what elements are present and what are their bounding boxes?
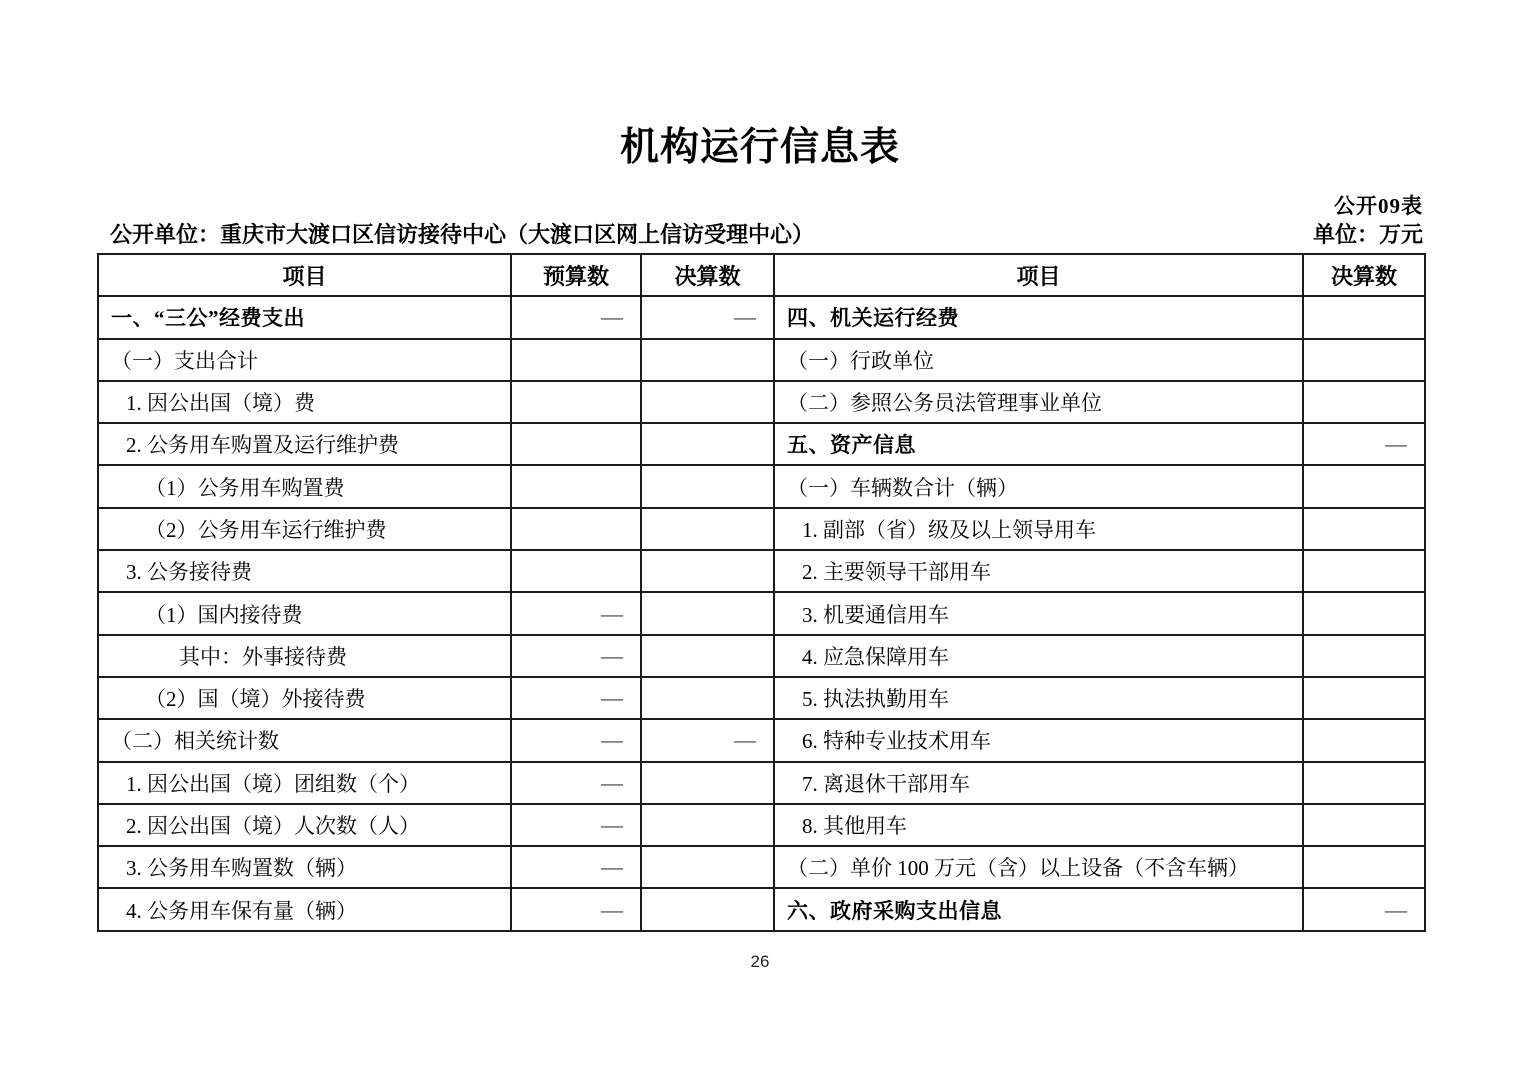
right-item-label: 3. 机要通信用车 xyxy=(774,592,1303,634)
left-final-value xyxy=(641,677,774,719)
table-row xyxy=(98,423,1425,465)
left-item-label: 3. 公务用车购置数（辆） xyxy=(98,846,511,888)
right-final-value xyxy=(1303,465,1425,507)
right-item-label: （一）行政单位 xyxy=(774,339,1303,381)
right-item-label: 五、资产信息 xyxy=(774,423,1303,465)
unit-of-measure-label: 单位：万元 xyxy=(1312,222,1423,247)
left-budget-value: — xyxy=(511,719,641,761)
left-item-label: 2. 因公出国（境）人次数（人） xyxy=(98,804,511,846)
left-budget-value xyxy=(511,423,641,465)
left-final-value xyxy=(641,762,774,804)
table-row xyxy=(98,592,1425,634)
left-budget-value: — xyxy=(511,296,641,338)
left-item-label: 2. 公务用车购置及运行维护费 xyxy=(98,423,511,465)
left-item-label: 4. 公务用车保有量（辆） xyxy=(98,888,511,930)
left-item-label: （1）公务用车购置费 xyxy=(98,465,511,507)
header-item-left: 项目 xyxy=(98,254,511,296)
left-budget-value: — xyxy=(511,635,641,677)
left-final-value xyxy=(641,592,774,634)
right-final-value: — xyxy=(1303,423,1425,465)
left-item-label: 1. 因公出国（境）团组数（个） xyxy=(98,762,511,804)
left-budget-value xyxy=(511,381,641,423)
left-budget-value xyxy=(511,550,641,592)
left-final-value xyxy=(641,381,774,423)
table-row xyxy=(98,381,1425,423)
left-budget-value: — xyxy=(511,762,641,804)
left-item-label: （2）公务用车运行维护费 xyxy=(98,508,511,550)
right-final-value xyxy=(1303,804,1425,846)
left-budget-value: — xyxy=(511,592,641,634)
right-final-value xyxy=(1303,592,1425,634)
left-item-label: （2）国（境）外接待费 xyxy=(98,677,511,719)
left-item-label: 3. 公务接待费 xyxy=(98,550,511,592)
left-budget-value xyxy=(511,508,641,550)
left-budget-value: — xyxy=(511,804,641,846)
left-final-value: — xyxy=(641,719,774,761)
left-budget-value: — xyxy=(511,677,641,719)
right-final-value: — xyxy=(1303,888,1425,930)
table-row xyxy=(98,677,1425,719)
table-row xyxy=(98,762,1425,804)
table-code-label: 公开09表 xyxy=(1334,194,1423,218)
left-final-value xyxy=(641,465,774,507)
left-budget-value xyxy=(511,465,641,507)
right-final-value xyxy=(1303,339,1425,381)
left-final-value xyxy=(641,804,774,846)
table-row xyxy=(98,550,1425,592)
header-budget-left: 预算数 xyxy=(511,254,641,296)
left-item-label: 一、“三公”经费支出 xyxy=(98,296,511,338)
right-final-value xyxy=(1303,381,1425,423)
right-final-value xyxy=(1303,677,1425,719)
left-budget-value xyxy=(511,339,641,381)
header-final-left: 决算数 xyxy=(641,254,774,296)
left-final-value xyxy=(641,339,774,381)
left-budget-value: — xyxy=(511,888,641,930)
table-row xyxy=(98,339,1425,381)
right-item-label: 四、机关运行经费 xyxy=(774,296,1303,338)
page-title: 机构运行信息表 xyxy=(619,126,900,169)
table-row xyxy=(98,846,1425,888)
header-item-right: 项目 xyxy=(774,254,1303,296)
table-row xyxy=(98,508,1425,550)
right-item-label: 7. 离退休干部用车 xyxy=(774,762,1303,804)
header-final-right: 决算数 xyxy=(1303,254,1425,296)
right-item-label: 2. 主要领导干部用车 xyxy=(774,550,1303,592)
publish-unit-label: 公开单位：重庆市大渡口区信访接待中心（大渡口区网上信访受理中心） xyxy=(110,222,815,247)
left-final-value xyxy=(641,550,774,592)
left-final-value xyxy=(641,508,774,550)
right-final-value xyxy=(1303,296,1425,338)
right-final-value xyxy=(1303,719,1425,761)
left-item-label: （1）国内接待费 xyxy=(98,592,511,634)
left-budget-value: — xyxy=(511,846,641,888)
right-item-label: 6. 特种专业技术用车 xyxy=(774,719,1303,761)
right-final-value xyxy=(1303,550,1425,592)
right-item-label: 5. 执法执勤用车 xyxy=(774,677,1303,719)
left-final-value: — xyxy=(641,296,774,338)
left-final-value xyxy=(641,888,774,930)
right-item-label: （一）车辆数合计（辆） xyxy=(774,465,1303,507)
right-final-value xyxy=(1303,762,1425,804)
right-item-label: 4. 应急保障用车 xyxy=(774,635,1303,677)
left-final-value xyxy=(641,635,774,677)
right-final-value xyxy=(1303,508,1425,550)
left-item-label: （二）相关统计数 xyxy=(98,719,511,761)
left-item-label: 1. 因公出国（境）费 xyxy=(98,381,511,423)
left-item-label: 其中：外事接待费 xyxy=(98,635,511,677)
table-row xyxy=(98,804,1425,846)
right-item-label: 1. 副部（省）级及以上领导用车 xyxy=(774,508,1303,550)
table-row xyxy=(98,635,1425,677)
page-number: 26 xyxy=(750,952,770,971)
table-header-row xyxy=(98,254,1425,296)
right-item-label: 六、政府采购支出信息 xyxy=(774,888,1303,930)
right-item-label: （二）参照公务员法管理事业单位 xyxy=(774,381,1303,423)
meta-row xyxy=(110,218,1423,249)
left-item-label: （一）支出合计 xyxy=(98,339,511,381)
table-row xyxy=(98,465,1425,507)
right-item-label: 8. 其他用车 xyxy=(774,804,1303,846)
table-row xyxy=(98,719,1425,761)
table-row xyxy=(98,296,1425,338)
right-final-value xyxy=(1303,846,1425,888)
right-item-label: （二）单价 100 万元（含）以上设备（不含车辆） xyxy=(774,846,1303,888)
institution-operation-table xyxy=(97,253,1426,932)
table-row xyxy=(98,888,1425,930)
left-final-value xyxy=(641,423,774,465)
left-final-value xyxy=(641,846,774,888)
right-final-value xyxy=(1303,635,1425,677)
